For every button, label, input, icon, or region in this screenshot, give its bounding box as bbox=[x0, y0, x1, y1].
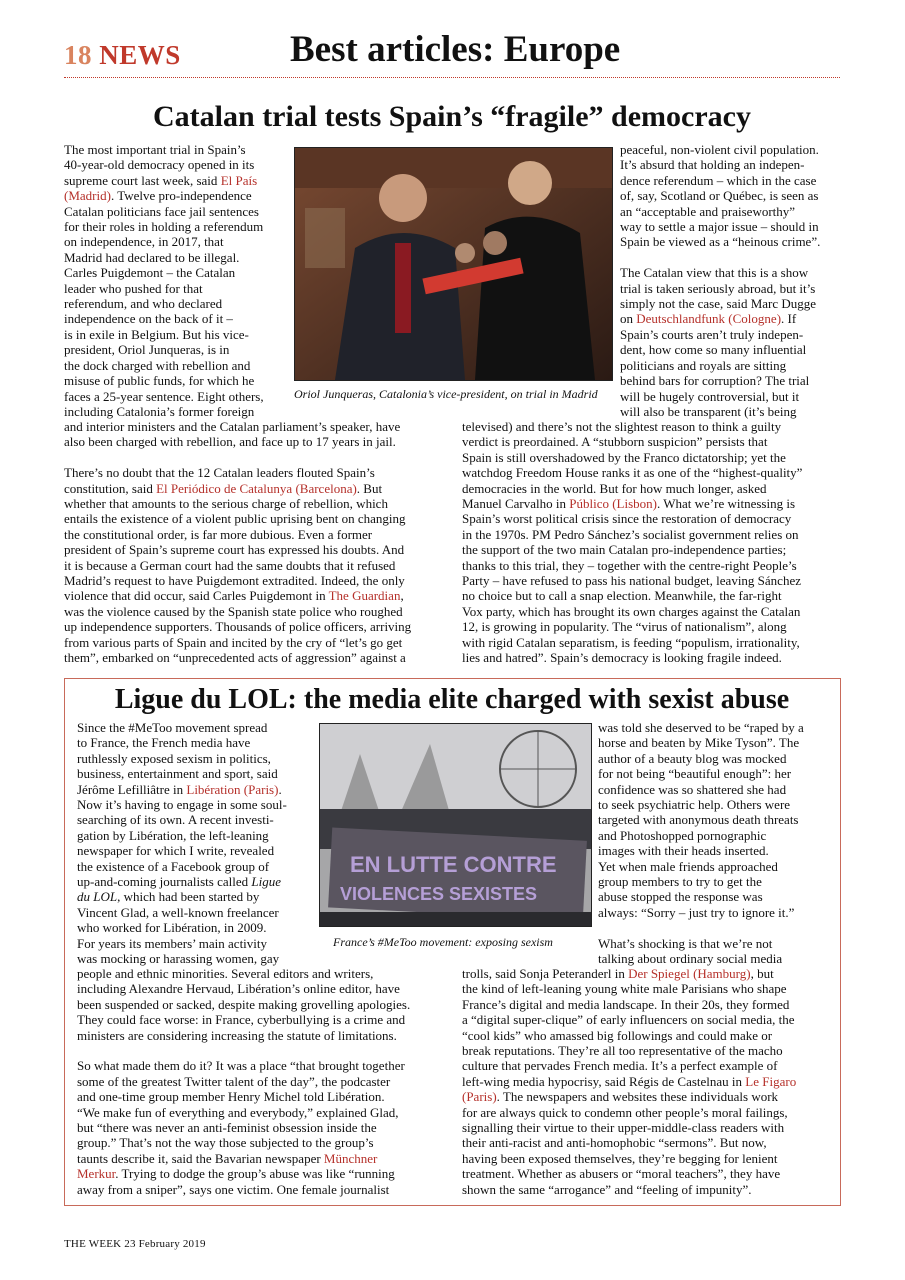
text-line: The Catalan view that this is a show bbox=[620, 265, 809, 281]
text-line: peaceful, non-violent civil population. bbox=[620, 142, 819, 157]
text-line: for not being “beautiful enough”: her bbox=[598, 766, 792, 782]
text-line: Jérôme Lefilliâtre in Libération (Paris). bbox=[77, 781, 282, 797]
text-line: abuse stopped the response was bbox=[598, 889, 763, 905]
text-line: shown the same “arrogance” and “feeling of impunity”. bbox=[462, 1181, 752, 1197]
text-line: confidence was so shattered she had bbox=[598, 781, 787, 797]
article2-col2-bottom bbox=[462, 966, 834, 1197]
text-line: was mocking or harassing women, gay bbox=[77, 951, 280, 967]
text-line: people and ethnic minorities. Several editors and writers, bbox=[77, 966, 374, 981]
text-line: What’s shocking is that we’re not bbox=[598, 935, 773, 951]
text-line: a “digital super-clique” of early influencers on social media, the bbox=[462, 1012, 795, 1028]
text-line: Spain is still overshadowed by the Franco dictatorship; yet the bbox=[462, 449, 786, 465]
text-line: up-and-coming journalists called Ligue bbox=[77, 874, 281, 890]
text-line: So what made them do it? It was a place “that brought together bbox=[77, 1058, 405, 1074]
text-line: business, entertainment and sport, said bbox=[77, 766, 278, 782]
text-line: du LOL, which had been started by bbox=[77, 889, 260, 905]
text-line: ruthlessly exposed sexism in politics, bbox=[77, 750, 271, 766]
article2-photo bbox=[319, 723, 592, 927]
text-line: was told she deserved to be “raped by a bbox=[598, 720, 804, 735]
text-line: dent, how come so many influential bbox=[620, 342, 807, 358]
text-line: group.” That’s not the way those subjected to the group’s bbox=[77, 1135, 374, 1151]
header-divider bbox=[64, 77, 840, 78]
protest-image bbox=[320, 724, 591, 926]
text-line bbox=[620, 250, 845, 265]
text-line: way to settle a major issue – should in bbox=[620, 219, 819, 235]
text-line: Madrid’s request to have Puigdemont extradited. Indeed, the only bbox=[64, 573, 405, 589]
text-line: horse and beaten by Mike Tyson”. The bbox=[598, 735, 800, 751]
text-line: been suspended or sacked, despite making grovelling apologies. bbox=[77, 996, 411, 1012]
text-line: on Deutschlandfunk (Cologne). If bbox=[620, 311, 797, 327]
text-line: politicians and royals are sitting bbox=[620, 357, 787, 373]
text-line: Madrid had declared to be illegal. bbox=[64, 249, 240, 265]
article2-headline: Ligue du LOL: the media elite charged with sexist abuse bbox=[114, 684, 790, 715]
text-line: Vincent Glad, a well-known freelancer bbox=[77, 904, 279, 920]
banner-text: EN LUTTE CONTRE bbox=[350, 852, 557, 877]
text-line: 40-year-old democracy opened in its bbox=[64, 157, 255, 173]
text-line: ministers are considering increasing the statute of limitations. bbox=[77, 1027, 397, 1043]
text-line: images with their heads inserted. bbox=[598, 843, 769, 859]
text-line: break reputations. They’re all too representative of the macho bbox=[462, 1043, 783, 1059]
text-line: Since the #MeToo movement spread bbox=[77, 720, 268, 735]
article2-col1-bottom bbox=[77, 966, 457, 1197]
footer-issue: THE WEEK 23 February 2019 bbox=[64, 1238, 206, 1250]
text-line: and Photoshopped pornographic bbox=[598, 827, 767, 843]
text-line: treatment. Whether as abusers or “moral teachers”, they have bbox=[462, 1166, 781, 1182]
text-line: “cool kids” who amassed big followings and could make or bbox=[462, 1027, 773, 1043]
text-line: is in exile in Belgium. But his vice- bbox=[64, 326, 249, 342]
page-number: 18 bbox=[64, 40, 92, 70]
text-line: gation by Libération, the left-leaning bbox=[77, 827, 269, 843]
text-line: them”, embarked on “unprecedented acts of aggression” against a bbox=[64, 650, 406, 666]
text-line: for their roles in holding a referendum bbox=[64, 219, 264, 235]
text-line: with rigid Catalan separatism, is feeding “populism, irrationality, bbox=[462, 634, 800, 650]
text-line: entails the existence of a violent public uprising bent on changing bbox=[64, 511, 406, 527]
text-line: away from a sniper”, says one victim. One female journalist bbox=[77, 1181, 390, 1197]
text-line: of, say, Scotland or Québec, is seen as bbox=[620, 188, 819, 204]
text-line: The most important trial in Spain’s bbox=[64, 142, 246, 157]
text-line: dence referendum – which in the case bbox=[620, 172, 817, 188]
text-line: no choice but to call a snap election. Meanwhile, the far-right bbox=[462, 588, 782, 604]
text-line: verdict is preordained. A “stubborn suspicion” persists that bbox=[462, 434, 768, 450]
article2-col2-top bbox=[598, 720, 833, 967]
text-line: (Paris). The newspapers and websites these individuals work bbox=[462, 1089, 779, 1105]
text-line: including Catalonia’s former foreign bbox=[64, 403, 255, 419]
text-line: targeted with anonymous death threats bbox=[598, 812, 799, 828]
text-line: to seek psychiatric help. Others were bbox=[598, 797, 791, 813]
text-line: who worked for Libération, in 2009. bbox=[77, 920, 267, 936]
text-line: Spain be viewed as a “heinous crime”. bbox=[620, 234, 821, 250]
text-line: behind bars for corruption? The trial bbox=[620, 373, 810, 389]
article1-col2-bottom bbox=[462, 419, 847, 666]
text-line: trolls, said Sonja Peteranderl in Der Spiegel (Hamburg), but bbox=[462, 966, 774, 981]
text-line: the constitutional order, is far more dubious. Even a former bbox=[64, 526, 373, 542]
text-line: searching of its own. A recent investi- bbox=[77, 812, 274, 828]
article1-photo bbox=[294, 147, 613, 381]
text-line: to France, the French media have bbox=[77, 735, 251, 751]
text-line: newspaper for which I write, revealed bbox=[77, 843, 275, 859]
text-line: an “acceptable and praiseworthy” bbox=[620, 203, 796, 219]
text-line: from various parts of Spain and incited by the cry of “let’s go get bbox=[64, 634, 403, 650]
text-line: There’s no doubt that the 12 Catalan leaders flouted Spain’s bbox=[64, 465, 375, 481]
text-line: (Madrid). Twelve pro-independence bbox=[64, 188, 252, 204]
text-line: including Alexandre Hervaud, Libération’s online editor, have bbox=[77, 981, 400, 997]
text-line: They could face worse: in France, cyberbullying is a crime and bbox=[77, 1012, 406, 1028]
text-line: and one-time group member Henry Michel told Libération. bbox=[77, 1089, 385, 1105]
section-label: NEWS bbox=[99, 40, 181, 70]
text-line: talking about ordinary social media bbox=[598, 951, 783, 967]
text-line: in the 1970s. PM Pedro Sánchez’s socialist government relies on bbox=[462, 526, 799, 542]
text-line bbox=[64, 450, 449, 465]
text-line: was the violence caused by the Spanish state police who roughed bbox=[64, 603, 403, 619]
courtroom-image bbox=[295, 148, 612, 380]
text-line: culture that pervades French media. It’s a perfect example of bbox=[462, 1058, 778, 1074]
text-line: will also be transparent (it’s being bbox=[620, 403, 797, 419]
text-line: For years its members’ main activity bbox=[77, 935, 268, 951]
text-line: left-wing media hypocrisy, said Régis de Castelnau in Le Figaro bbox=[462, 1073, 797, 1089]
page-title: Best articles: Europe bbox=[290, 29, 621, 70]
text-line: faces a 25-year sentence. Eight others, bbox=[64, 388, 264, 404]
text-line: Vox party, which has brought its own charges against the Catalan bbox=[462, 603, 801, 619]
text-line: Merkur. Trying to dodge the group’s abuse was like “running bbox=[77, 1166, 395, 1182]
text-line: their anti-racist and anti-homophobic “sermons”. But now, bbox=[462, 1135, 767, 1151]
text-line: and interior ministers and the Catalan parliament’s speaker, have bbox=[64, 419, 401, 434]
text-line: signalling their virtue to their upper-middle-class readers with bbox=[462, 1120, 785, 1136]
text-line: Catalan politicians face jail sentences bbox=[64, 203, 259, 219]
article2-col1-top bbox=[77, 720, 307, 967]
text-line: independence on the back of it – bbox=[64, 311, 233, 327]
text-line bbox=[598, 920, 833, 935]
text-line: some of the greatest Twitter talent of the day”, the podcaster bbox=[77, 1073, 391, 1089]
text-line: It’s absurd that holding an indepen- bbox=[620, 157, 805, 173]
text-line: Spain’s courts aren’t truly indepen- bbox=[620, 326, 804, 342]
text-line: on independence, in 2017, that bbox=[64, 234, 224, 250]
text-line: watchdog Freedom House ranks it as one of the “highest-quality” bbox=[462, 465, 803, 481]
text-line: group members to try to get the bbox=[598, 874, 762, 890]
text-line: always: “Sorry – just try to ignore it.” bbox=[598, 904, 795, 920]
text-line: up independence supporters. Thousands of police officers, arriving bbox=[64, 619, 412, 635]
text-line: taunts describe it, said the Bavarian newspaper Münchner bbox=[77, 1150, 378, 1166]
text-line: Yet when male friends approached bbox=[598, 858, 778, 874]
text-line: constitution, said El Periódico de Catalunya (Barcelona). But bbox=[64, 480, 383, 496]
text-line: for are always quick to condemn other people’s moral failings, bbox=[462, 1104, 788, 1120]
text-line: president of Spain’s supreme court has expressed his doubts. And bbox=[64, 542, 405, 558]
text-line: referendum, and who declared bbox=[64, 296, 223, 312]
text-line: Spain’s worst political crisis since the restoration of democracy bbox=[462, 511, 792, 527]
article1-col1-bottom bbox=[64, 419, 449, 666]
text-line: democracies in the world. But for how much longer, asked bbox=[462, 480, 767, 496]
text-line: supreme court last week, said El País bbox=[64, 172, 258, 188]
text-line: thanks to this trial, they – together with the centre-right People’s bbox=[462, 557, 797, 573]
text-line: whether that amounts to the serious charge of rebellion, which bbox=[64, 496, 388, 512]
page-number-section bbox=[64, 40, 181, 71]
text-line bbox=[77, 1043, 457, 1058]
text-line: Carles Puigdemont – the Catalan bbox=[64, 265, 236, 281]
text-line: the support of the two main Catalan pro-independence parties; bbox=[462, 542, 787, 558]
text-line: Manuel Carvalho in Público (Lisbon). What we’re witnessing is bbox=[462, 496, 796, 512]
text-line: but “there was never an anti-feminist obsession inside the bbox=[77, 1120, 377, 1136]
article2-caption: France’s #MeToo movement: exposing sexism bbox=[333, 935, 553, 949]
text-line: also been charged with rebellion, and face up to 17 years in jail. bbox=[64, 434, 396, 450]
text-line: Party – have refused to pass his national budget, leaving Sánchez bbox=[462, 573, 801, 589]
article1-headline: Catalan trial tests Spain’s “fragile” democracy bbox=[153, 100, 751, 133]
text-line: it is because a German court had the same doubts that it refused bbox=[64, 557, 396, 573]
text-line: televised) and there’s not the slightest reason to think a guilty bbox=[462, 419, 782, 434]
article1-col1-top bbox=[64, 142, 289, 419]
article1-col2-top bbox=[620, 142, 845, 419]
article1-caption: Oriol Junqueras, Catalonia’s vice-president, on trial in Madrid bbox=[294, 387, 598, 401]
text-line: lies and hatred”. Spain’s democracy is looking fragile indeed. bbox=[462, 650, 782, 666]
text-line: will be hugely controversial, but it bbox=[620, 388, 800, 404]
text-line: president, Oriol Junqueras, is in bbox=[64, 342, 230, 358]
text-line: France’s digital and media landscape. In their 20s, they formed bbox=[462, 996, 790, 1012]
text-line: simply not the case, said Marc Dugge bbox=[620, 296, 817, 312]
text-line: “We make fun of everything and everybody,” explained Glad, bbox=[77, 1104, 399, 1120]
text-line: violence that did occur, said Carles Puigdemont in The Guardian, bbox=[64, 588, 404, 604]
text-line: leader who pushed for that bbox=[64, 280, 203, 296]
text-line: misuse of public funds, for which he bbox=[64, 373, 255, 389]
text-line: the existence of a Facebook group of bbox=[77, 858, 270, 874]
svg-text:VIOLENCES SEXISTES: VIOLENCES SEXISTES bbox=[340, 884, 538, 904]
text-line: Now it’s having to engage in some soul- bbox=[77, 797, 287, 813]
text-line: the kind of left-leaning young white male Parisians who shape bbox=[462, 981, 787, 997]
text-line: trial is taken seriously abroad, but it’s bbox=[620, 280, 816, 296]
text-line: the dock charged with rebellion and bbox=[64, 357, 251, 373]
text-line: author of a beauty blog was mocked bbox=[598, 750, 787, 766]
text-line: 12, is growing in popularity. The “virus of nationalism”, along bbox=[462, 619, 787, 635]
text-line: having been exposed themselves, they’re begging for lenient bbox=[462, 1150, 778, 1166]
